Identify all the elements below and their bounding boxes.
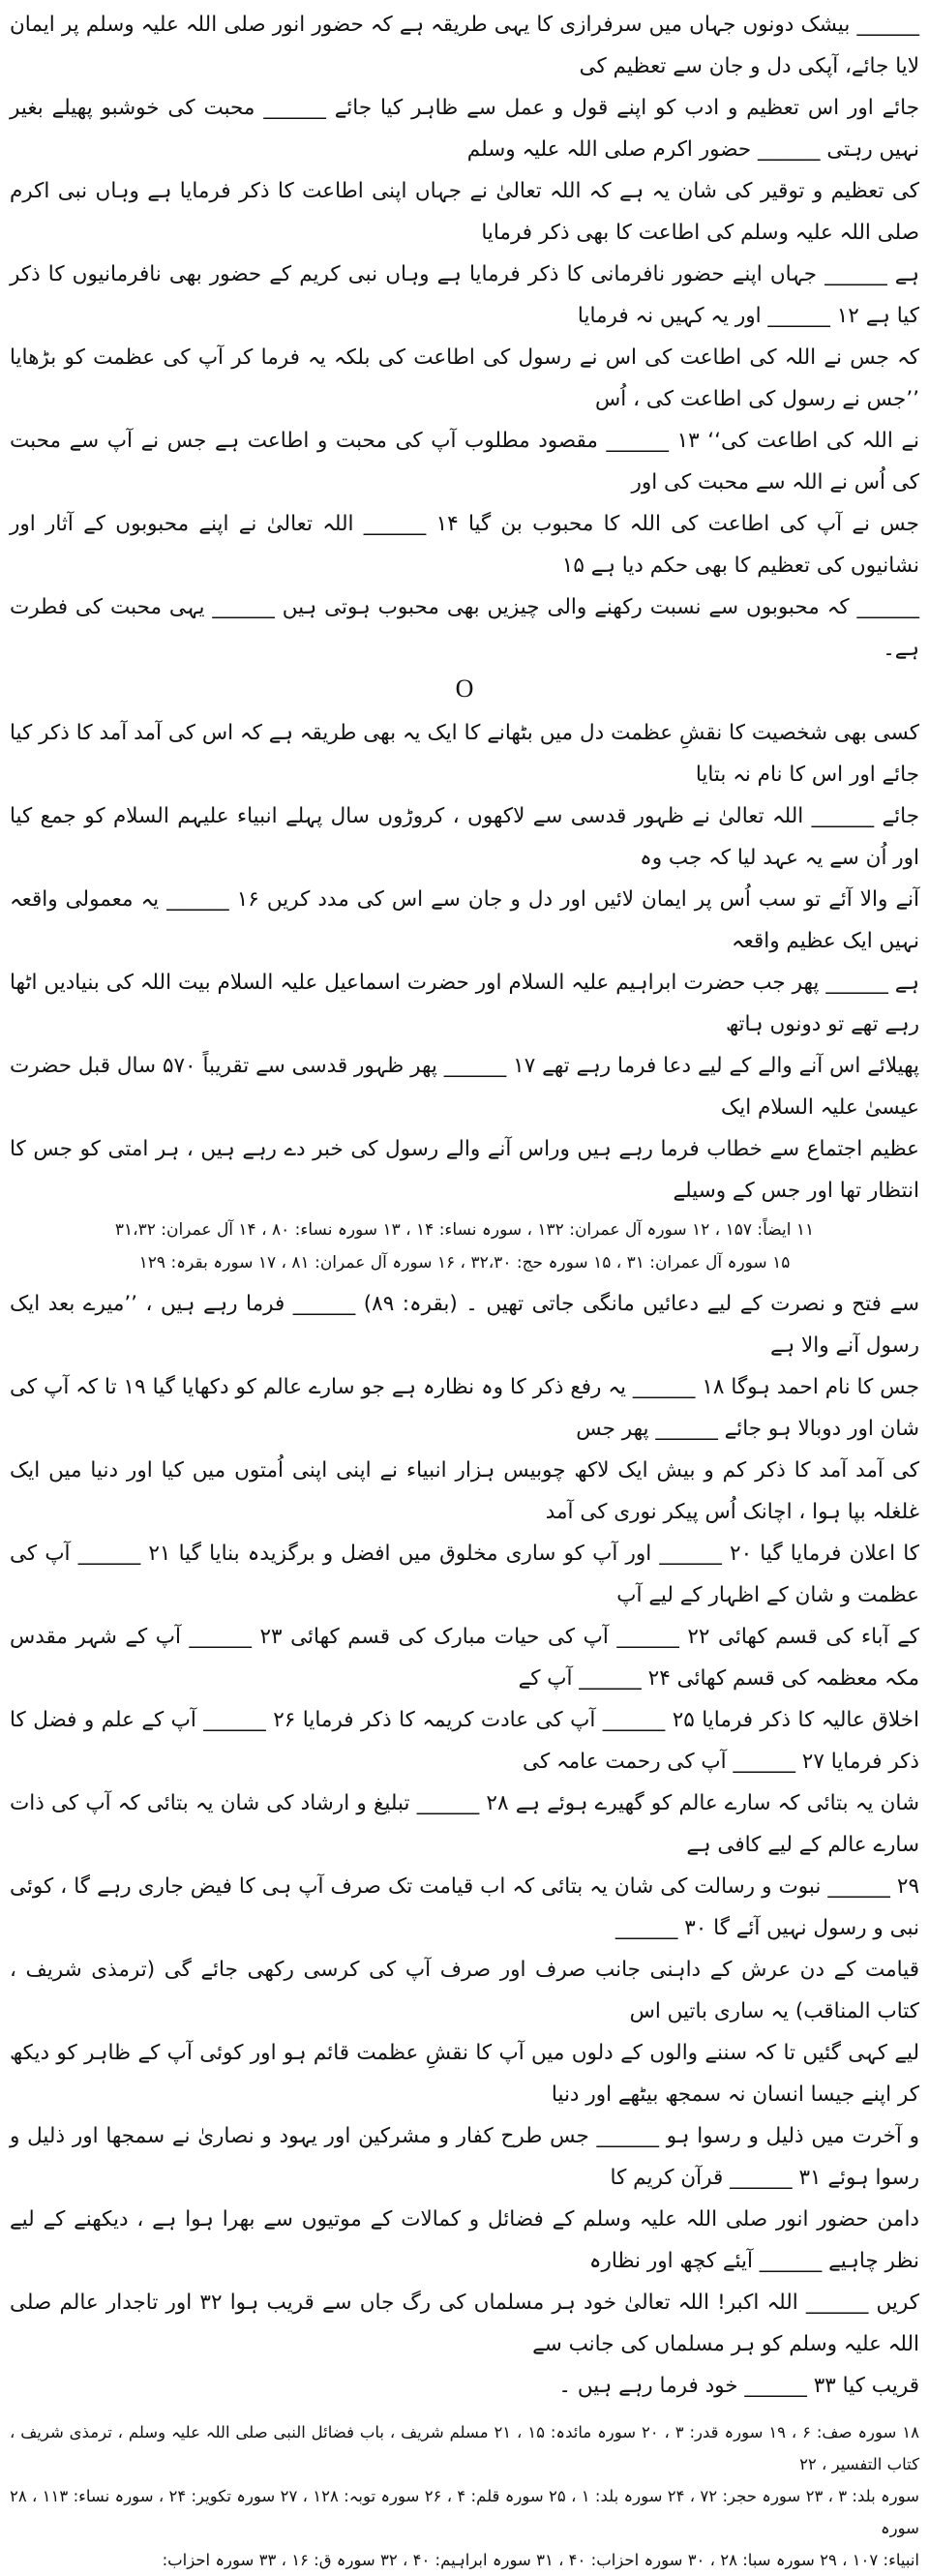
text-line: کریں ______ اللہ اکبر! اللہ تعالیٰ خود ہر مسلماں کی رگ جاں سے قریب ہوا ۳۲ اور تاجدار عالم صلی اللہ علیہ وسلم کو ہر مسلماں کی جانب سے	[10, 2291, 920, 2356]
text-line: عظیم اجتماع سے خطاب فرما رہے ہیں وراس آنے والے رسول کی خبر دے رہے ہیں ، ہر امتی کو جس کا انتظار تھا اور جس کے وسیلے	[10, 1137, 919, 1203]
text-line: جائے ______ اللہ تعالیٰ نے ظہور قدسی سے لاکھوں ، کروڑوں سال پہلے انبیاء علیہم السلام کو جمع کیا اور اُن سے یہ عہد لیا کہ جب وہ	[10, 804, 919, 870]
paragraph-prophecy	[10, 712, 919, 1212]
text-line: و آخرت میں ذلیل و رسوا ہو ______ جس طرح کفار و مشرکین اور یہود و نصاریٰ نے سمجھا اور ذلیل و رسوا ہوئے ۳۱ ______ قرآن کریم کا	[10, 2124, 919, 2190]
text-line: کی تعظیم و توقیر کی شان یہ ہے کہ اللہ تعالیٰ نے جہاں اپنی اطاعت کا ذکر فرمایا ہے وہاں نبی اکرم صلی اللہ علیہ وسلم کی اطاعت کا بھی ذکر فرمایا	[10, 179, 919, 245]
text-line: ہے ______ پھر جب حضرت ابراہیم علیہ السلام اور حضرت اسماعیل علیہ السلام بیت اللہ کی بنیادیں اٹھا رہے تھے تو دونوں ہاتھ	[10, 971, 919, 1036]
footnote-line: ۱۵ سورہ آل عمران: ۳۱ ، ۱۵ سورہ حج: ۳۲،۳۰ ، ۱۶ سورہ آل عمران: ۸۱ ، ۱۷ سورہ بقرہ: ۱۲۹	[138, 1253, 791, 1273]
text-line: ______ بیشک دونوں جہاں میں سرفرازی کا یہی طریقہ ہے کہ حضور انور صلی اللہ علیہ وسلم پر ایمان لایا جائے، آپکی دل و جان سے تعظیم کی	[10, 13, 919, 78]
section-separator	[10, 672, 919, 706]
text-line: کا اعلان فرمایا گیا ۲۰ ______ اور آپ کو ساری مخلوق میں افضل و برگزیدہ بنایا گیا ۲۱ ______ آپ کی عظمت و شان کے اظہار کے لیے آپ	[10, 1542, 919, 1607]
footnote-line: سورہ بلد: ۳ ، ۲۳ سورہ حجر: ۷۲ ، ۲۴ سورہ بلد: ۱ ، ۲۵ سورہ قلم: ۴ ، ۲۶ سورہ توبہ: ۱۲۸ ، ۲۷ سورہ تکویر: ۲۴ ، سورہ نساء: ۱۱۳ ، ۲۸ سورہ	[10, 2487, 919, 2537]
text-line: نے اللہ کی اطاعت کی‘‘ ۱۳ ______ مقصود مطلوب آپ کی محبت و اطاعت ہے جس نے آپ سے محبت کی اُس نے اللہ سے محبت کی اور	[10, 429, 919, 494]
text-line: ۲۹ ______ نبوت و رسالت کی شان یہ بتائی کہ اب قیامت تک صرف آپ ہی کا فیض جاری رہے گا ، کوئی نبی و رسول نہیں آئے گا ۳۰ ______	[10, 1874, 919, 1940]
text-line: ہے ______ جہاں اپنے حضور نافرمانی کا ذکر فرمایا ہے وہاں نبی کریم کے حضور بھی نافرمانیوں کا ذکر کیا ہے ۱۲ ______ اور یہ کہیں نہ فرمایا	[10, 262, 919, 328]
footnote-line: ۱۸ سورہ صف: ۶ ، ۱۹ سورہ قدر: ۳ ، ۲۰ سورہ مائدہ: ۱۵ ، ۲۱ مسلم شریف ، باب فضائل النبی صلی اللہ علیہ وسلم ، ترمذی شریف ، کتاب التفسیر ، ۲۲	[10, 2423, 919, 2473]
text-line: کسی بھی شخصیت کا نقشِ عظمت دل میں بٹھانے کا ایک یہ بھی طریقہ ہے کہ اس کی آمد آمد کا ذکر کیا جائے اور اس کا نام نہ بتایا	[10, 721, 919, 787]
text-line: کی آمد آمد کا ذکر کم و بیش ایک لاکھ چوبیس ہزار انبیاء نے اپنی اپنی اُمتوں میں کیا اور دنیا میں ایک غلغلہ بپا ہوا ، اچانک اُس پیکر نوری کی آمد	[10, 1458, 919, 1524]
text-line: پھیلائے اس آنے والے کے لیے دعا فرما رہے تھے ۱۷ ______ پھر ظہور قدسی سے تقریباً ۵۷۰ سال قبل حضرت عیسیٰ علیہ السلام ایک	[10, 1054, 919, 1120]
text-line: کہ جس نے اللہ کی اطاعت کی اس نے رسول کی اطاعت کی بلکہ یہ فرما کر آپ کی عظمت کو بڑھایا ’’جس نے رسول کی اطاعت کی ، اُس	[10, 345, 919, 411]
text-line: آنے والا آئے تو سب اُس پر ایمان لائیں اور دل و جان سے اس کی مدد کریں ۱۶ ______ یہ معمولی واقعہ نہیں ایک عظیم واقعہ	[10, 887, 919, 953]
text-line: جس نے آپ کی اطاعت کی اللہ کا محبوب بن گیا ۱۴ ______ اللہ تعالیٰ نے اپنے محبوبوں کے آثار اور نشانیوں کی تعظیم کا بھی حکم دیا ہے ۱۵	[10, 512, 919, 578]
text-line: شان یہ بتائی کہ سارے عالم کو گھیرے ہوئے ہے ۲۸ ______ تبلیغ و ارشاد کی شان یہ بتائی کہ آپ کی ذات سارے عالم کے لیے کافی ہے	[10, 1791, 919, 1857]
text-line: دامن حضور انور صلی اللہ علیہ وسلم کے فضائل و کمالات کے موتیوں سے بھرا ہوا ہے ، دیکھنے کے لیے نظر چاہیے ______ آیئے کچھ اور نظارہ	[10, 2207, 919, 2273]
footnotes-bottom	[10, 2416, 919, 2576]
text-line: سے فتح و نصرت کے لیے دعائیں مانگی جاتی تھیں ۔ (بقرہ: ۸۹) ______ فرما رہے ہیں ، ’’میرے بعد ایک رسول آنے والا ہے	[10, 1292, 919, 1358]
separator-mark: O	[455, 674, 474, 703]
paragraph-greatness	[10, 1283, 919, 2407]
text-line: قریب کیا ۳۳ ______ خود فرما رہے ہیں ۔	[558, 2374, 919, 2398]
text-line: لیے کہی گئیں تا کہ سننے والوں کے دلوں میں آپ کا نقشِ عظمت قائم ہو اور کوئی آپ کے ظاہر کو دیکھ کر اپنے جیسا انسان نہ سمجھ بیٹھے اور دنیا	[10, 2041, 919, 2107]
text-line: قیامت کے دن عرش کے داہنی جانب صرف اور صرف آپ کی کرسی رکھی جائے گی (ترمذی شریف ، کتاب المناقب) یہ ساری باتیں اس	[10, 1958, 919, 2023]
footnotes-middle	[10, 1213, 919, 1279]
footnote-line: ۱۱ ایضاً: ۱۵۷ ، ۱۲ سورہ آل عمران: ۱۳۲ ، سورہ نساء: ۱۴ ، ۱۳ سورہ نساء: ۸۰ ، ۱۴ آل عمران: ۳۱،۳۲	[114, 1220, 815, 1240]
text-line: جائے اور اس تعظیم و ادب کو اپنے قول و عمل سے ظاہر کیا جائے ______ محبت کی خوشبو پھیلے بغیر نہیں رہتی ______ حضور اکرم صلی اللہ علیہ وسلم	[10, 96, 919, 162]
text-line: جس کا نام احمد ہوگا ۱۸ ______ یہ رفع ذکر کا وہ نظارہ ہے جو سارے عالم کو دکھایا گیا ۱۹ تا کہ آپ کی شان اور دوبالا ہو جائے ______ پھر جس	[10, 1375, 919, 1441]
footnote-line: انبیاء: ۱۰۷ ، ۲۹ سورہ سبا: ۲۸ ، ۳۰ سورہ احزاب: ۴۰ ، ۳۱ سورہ ابراہیم: ۴۰ ، ۳۲ سورہ ق: ۱۶ ، ۳۳ سورہ احزاب:	[162, 2551, 919, 2569]
text-line: اخلاق عالیہ کا ذکر فرمایا ۲۵ ______ آپ کی عادت کریمہ کا ذکر فرمایا ۲۶ ______ آپ کے علم و فضل کا ذکر فرمایا ۲۷ ______ آپ کی رحمت عامہ کی	[10, 1708, 919, 1774]
text-line: ______ کہ محبوبوں سے نسبت رکھنے والی چیزیں بھی محبوب ہوتی ہیں ______ یہی محبت کی فطرت ہے۔	[10, 595, 919, 661]
text-line: کے آباء کی قسم کھائی ۲۲ ______ آپ کی حیات مبارک کی قسم کھائی ۲۳ ______ آپ کے شہر مقدس مکہ معظمہ کی قسم کھائی ۲۴ ______ آپ کے	[10, 1625, 919, 1691]
paragraph-honor-and-obedience	[10, 4, 919, 670]
